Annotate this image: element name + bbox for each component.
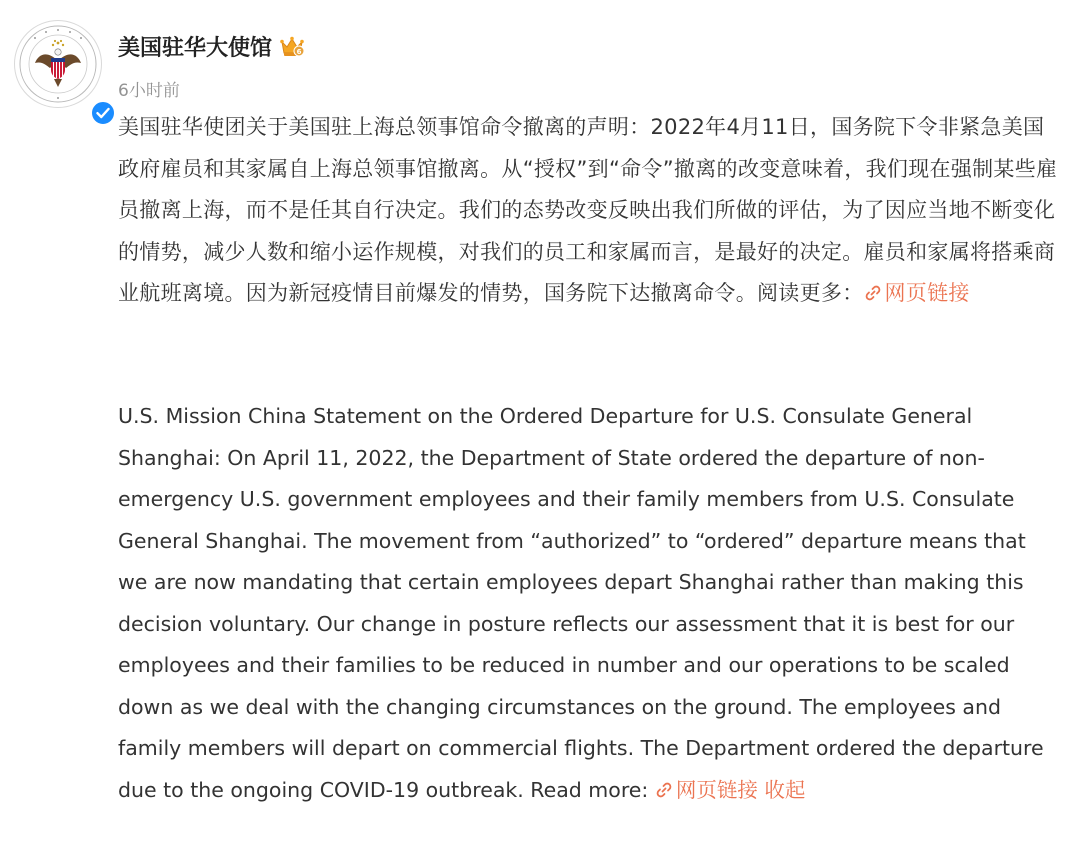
vip-crown-icon[interactable] bbox=[280, 35, 306, 59]
post-text-english-body: U.S. Mission China Statement on the Ordered Departure for U.S. Consulate General Shanghai: On April 11, 2022, the Department of State ordered the departure of non-emergency U.S. government employees and their family members from U.S. Consulate General Shanghai. The movement from “authorized” to “ordered” departure means that we are now mandating that certain employees depart Shanghai rather than making this decision voluntary. Our change in posture reflects our assessment that it is best for our employees and their families to be reduced in number and our operations to be scaled down as we deal with the changing circumstances on the ground. The employees and family members will depart on commercial flights. The Department ordered the departure due to the ongoing COVID-19 outbreak. Read more: bbox=[118, 404, 1044, 802]
collapse-button[interactable]: 收起 bbox=[764, 777, 806, 802]
account-name[interactable] bbox=[118, 31, 306, 62]
link-icon bbox=[655, 781, 673, 799]
web-link-english-label[interactable]: 网页链接 bbox=[675, 777, 758, 802]
avatar[interactable] bbox=[14, 20, 102, 108]
account-name-text[interactable]: 美国驻华大使馆 bbox=[118, 36, 273, 61]
post-text-english bbox=[118, 396, 1058, 811]
web-link-chinese[interactable] bbox=[864, 281, 970, 305]
post-text-chinese bbox=[118, 107, 1058, 315]
link-icon bbox=[864, 284, 882, 302]
verified-check-icon bbox=[89, 99, 117, 127]
post-text-chinese-body: 美国驻华使团关于美国驻上海总领事馆命令撤离的声明：2022年4月11日，国务院下令非紧急美国政府雇员和其家属自上海总领事馆撤离。从“授权”到“命令”撤离的改变意味着，我们现在强制某些雇员撤离上海，而不是任其自行决定。我们的态势改变反映出我们所做的评估，为了因应当地不断变化的情势，减少人数和缩小运作规模，对我们的员工和家属而言，是最好的决定。雇员和家属将搭乘商业航班离境。因为新冠疫情目前爆发的情势，国务院下达撤离命令。阅读更多： bbox=[118, 115, 1058, 305]
web-link-english[interactable] bbox=[655, 778, 758, 802]
post-time[interactable]: 6小时前 bbox=[118, 81, 180, 101]
svg-text:6: 6 bbox=[296, 47, 302, 56]
web-link-chinese-label[interactable]: 网页链接 bbox=[884, 281, 970, 305]
embassy-seal-icon bbox=[15, 21, 101, 107]
